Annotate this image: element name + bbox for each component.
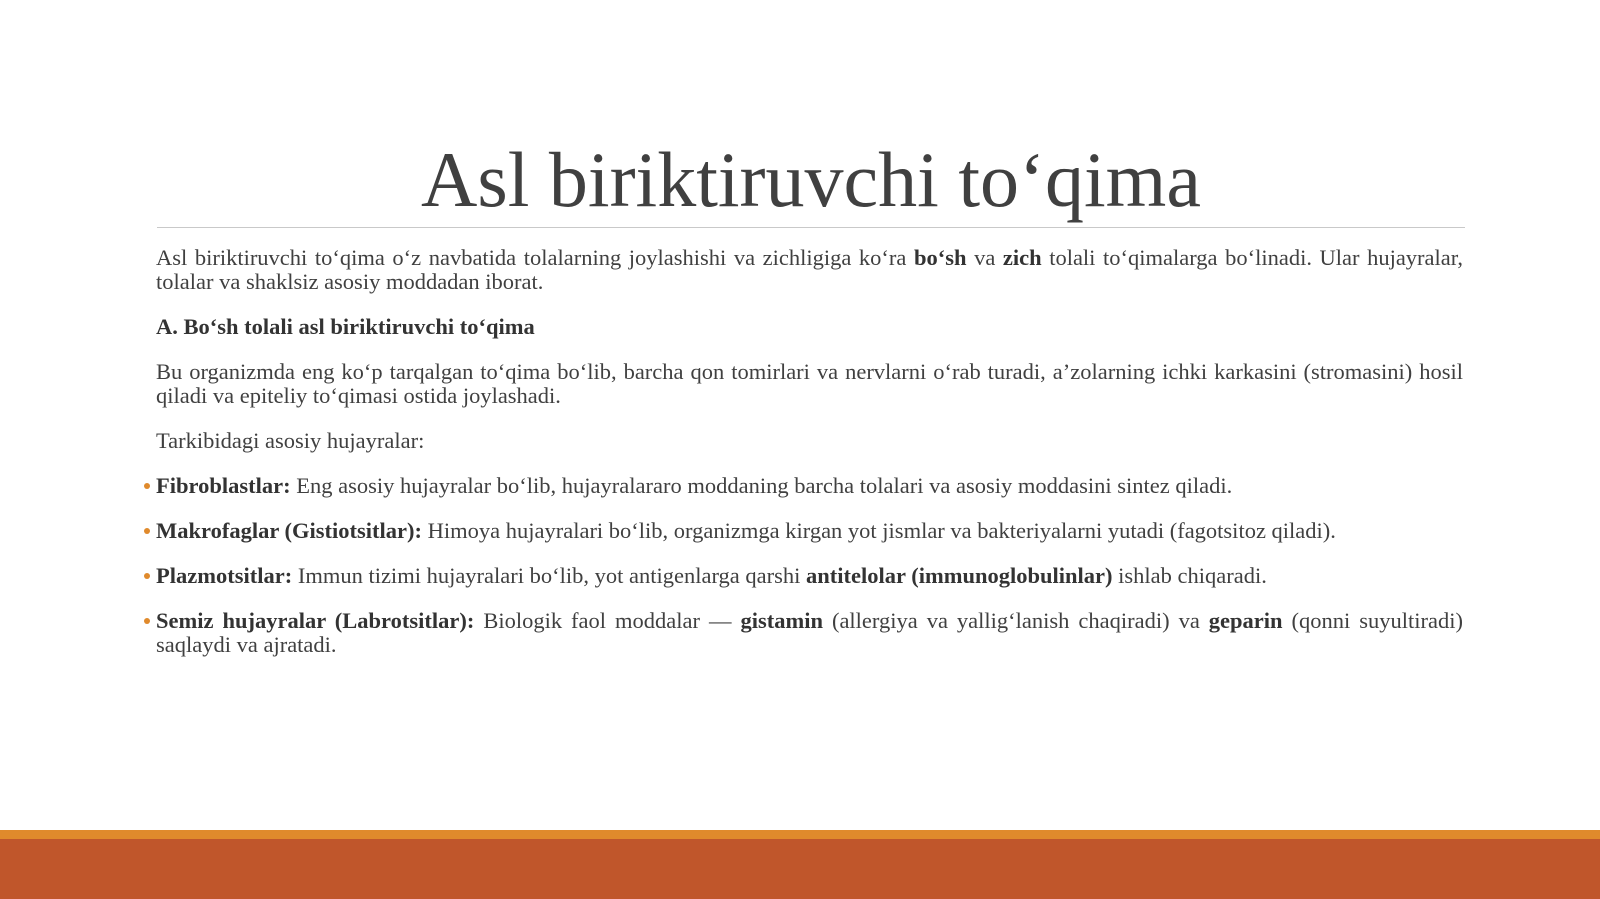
- title-divider: [157, 227, 1465, 228]
- term-zich: zich: [1002, 245, 1042, 270]
- bullet-macrophages: Makrofaglar (Gistiotsitlar): Himoya hujayralari bo‘lib, organizmga kirgan yot jismlar va bakteriyalarni yutadi (fagotsitoz qiladi).: [156, 519, 1463, 543]
- slide-title: Asl biriktiruvchi to‘qima: [421, 136, 1201, 223]
- bullet-term: Plazmotsitlar:: [156, 563, 293, 588]
- footer-band: [0, 839, 1600, 899]
- description-paragraph: Bu organizmda eng ko‘p tarqalgan to‘qima bo‘lib, barcha qon tomirlari va nervlarni o‘rab turadi, a’zolarning ichki karkasini (stromasini) hosil qiladi va epiteliy to‘qimasi ostida joylashadi.: [156, 359, 1463, 408]
- intro-paragraph: Asl biriktiruvchi to‘qima o‘z navbatida tolalarning joylashishi va zichligiga ko‘ra bo‘sh va zich tolali to‘qimalarga bo‘linadi. Ular hujayralar, tolalar va shaklsiz asosiy moddadan iborat.: [156, 245, 1463, 294]
- bullet-fibroblasts: Fibroblastlar: Eng asosiy hujayralar bo‘lib, hujayralararo moddaning barcha tolalari va asosiy moddasini sintez qiladi.: [156, 474, 1463, 498]
- bullet-term: Makrofaglar (Gistiotsitlar):: [156, 518, 422, 543]
- term-heparin: geparin: [1208, 608, 1283, 633]
- bullet-dot-icon: [144, 528, 150, 534]
- slide-body: [156, 246, 1463, 678]
- bullet-dot-icon: [144, 618, 150, 624]
- cells-label: Tarkibidagi asosiy hujayralar:: [156, 428, 425, 453]
- footer-accent-stripe: [0, 830, 1600, 839]
- term-histamine: gistamin: [740, 608, 823, 633]
- bullet-mast-cells: Semiz hujayralar (Labrotsitlar): Biologik faol moddalar — gistamin (allergiya va yallig‘lanish chaqiradi) va geparin (qonni suyultiradi) saqlaydi va ajratadi.: [156, 609, 1463, 657]
- bullet-dot-icon: [144, 573, 150, 579]
- bullet-dot-icon: [144, 483, 150, 489]
- section-heading: A. Bo‘sh tolali asl biriktiruvchi to‘qima: [156, 314, 535, 339]
- term-antibodies: antitelolar (immunoglobulinlar): [806, 563, 1113, 588]
- bullet-term: Fibroblastlar:: [156, 473, 291, 498]
- term-bosh: bo‘sh: [913, 245, 967, 270]
- bullet-plasmocytes: Plazmotsitlar: Immun tizimi hujayralari bo‘lib, yot antigenlarga qarshi antitelolar (immunoglobulinlar) ishlab chiqaradi.: [156, 564, 1463, 588]
- bullet-term: Semiz hujayralar (Labrotsitlar):: [156, 608, 475, 633]
